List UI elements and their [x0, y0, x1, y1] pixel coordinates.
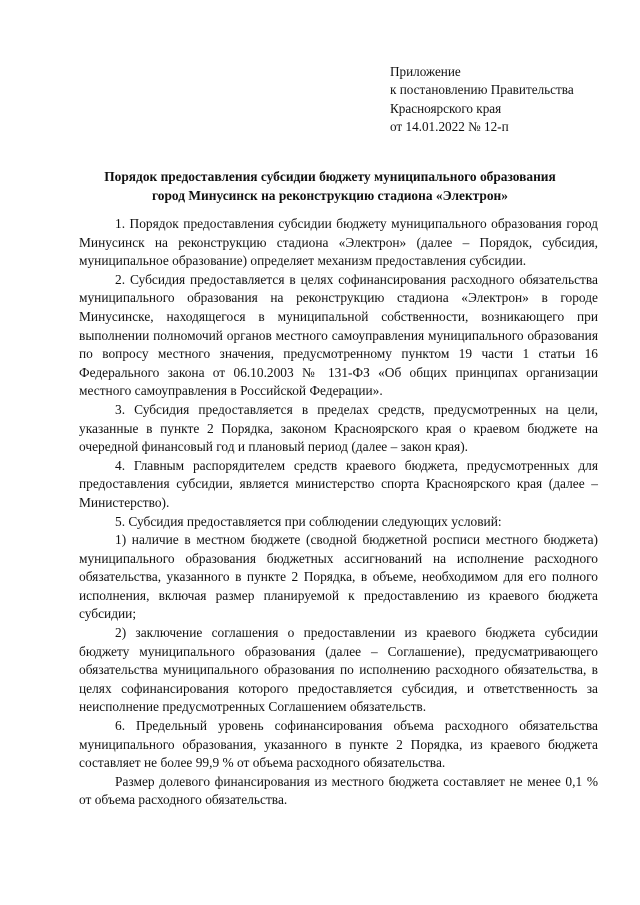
document-title [60, 168, 600, 205]
paragraph-2: 2. Субсидия предоставляется в целях софинансирования расходного обязательства муниципального образования на реконструкцию стадиона «Электрон» в городе Минусинске, находящегося в муниципальной собственности, возникающего при выполнении полномочий органов местного самоуправления муниципального образования по вопросу местного значения, предусмотренному пунктом 19 части 1 статьи 16 Федерального закона от 06.10.2003 № 131-ФЗ «Об общих принципах организации местного самоуправления в Российской Федерации». [79, 271, 598, 399]
appendix-header [390, 63, 574, 137]
document-body [79, 215, 598, 810]
paragraph-6: 6. Предельный уровень софинансирования объема расходного обязательства муниципального образования, указанного в пункте 2 Порядка, из краевого бюджета составляет не более 99,9 % от объема расходного обязательства. [79, 718, 598, 771]
document-title-line-1: Порядок предоставления субсидии бюджету муниципального образования [104, 169, 556, 184]
appendix-line-2: к постановлению Правительства [390, 82, 574, 98]
appendix-line-3: Красноярского края [390, 100, 502, 116]
appendix-line-1: Приложение [390, 64, 461, 79]
paragraph-5-item-2: 2) заключение соглашения о предоставлении из краевого бюджета субсидии бюджету муниципального образования (далее – Соглашение), предусматривающего обязательства муниципального образования по исполнению расходного обязательства, в целях софинансирования которого предоставляется субсидия, и ответственность за неисполнение предусмотренных Соглашением обязательств. [79, 625, 598, 715]
paragraph-4: 4. Главным распорядителем средств краевого бюджета, предусмотренных для предоставления субсидии, является министерство спорта Красноярского края (далее – Министерство). [79, 457, 598, 510]
paragraph-3: 3. Субсидия предоставляется в пределах средств, предусмотренных на цели, указанные в пункте 2 Порядка, законом Красноярского края о краевом бюджете на очередной финансовый год и плановый период (далее – закон края). [79, 401, 598, 455]
paragraph-5-item-1: 1) наличие в местном бюджете (сводной бюджетной росписи местного бюджета) муниципального образования бюджетных ассигнований на исполнение расходного обязательства, указанного в пункте 2 Порядка, в объеме, необходимом для его полного исполнения, включая размер планируемой к предоставлению из краевого бюджета субсидии; [79, 532, 598, 622]
paragraph-1: 1. Порядок предоставления субсидии бюджету муниципального образования город Минусинск на реконструкцию стадиона «Электрон» (далее – Порядок, субсидия, муниципальное образование) определяет механизм предоставления субсидии. [79, 216, 598, 269]
paragraph-7: Размер долевого финансирования из местного бюджета составляет не менее 0,1 % от объема расходного обязательства. [79, 773, 598, 808]
paragraph-5: 5. Субсидия предоставляется при соблюдении следующих условий: [115, 513, 502, 529]
document-title-line-2: город Минусинск на реконструкцию стадиона «Электрон» [152, 187, 508, 203]
appendix-line-4: от 14.01.2022 № 12-п [390, 119, 509, 135]
